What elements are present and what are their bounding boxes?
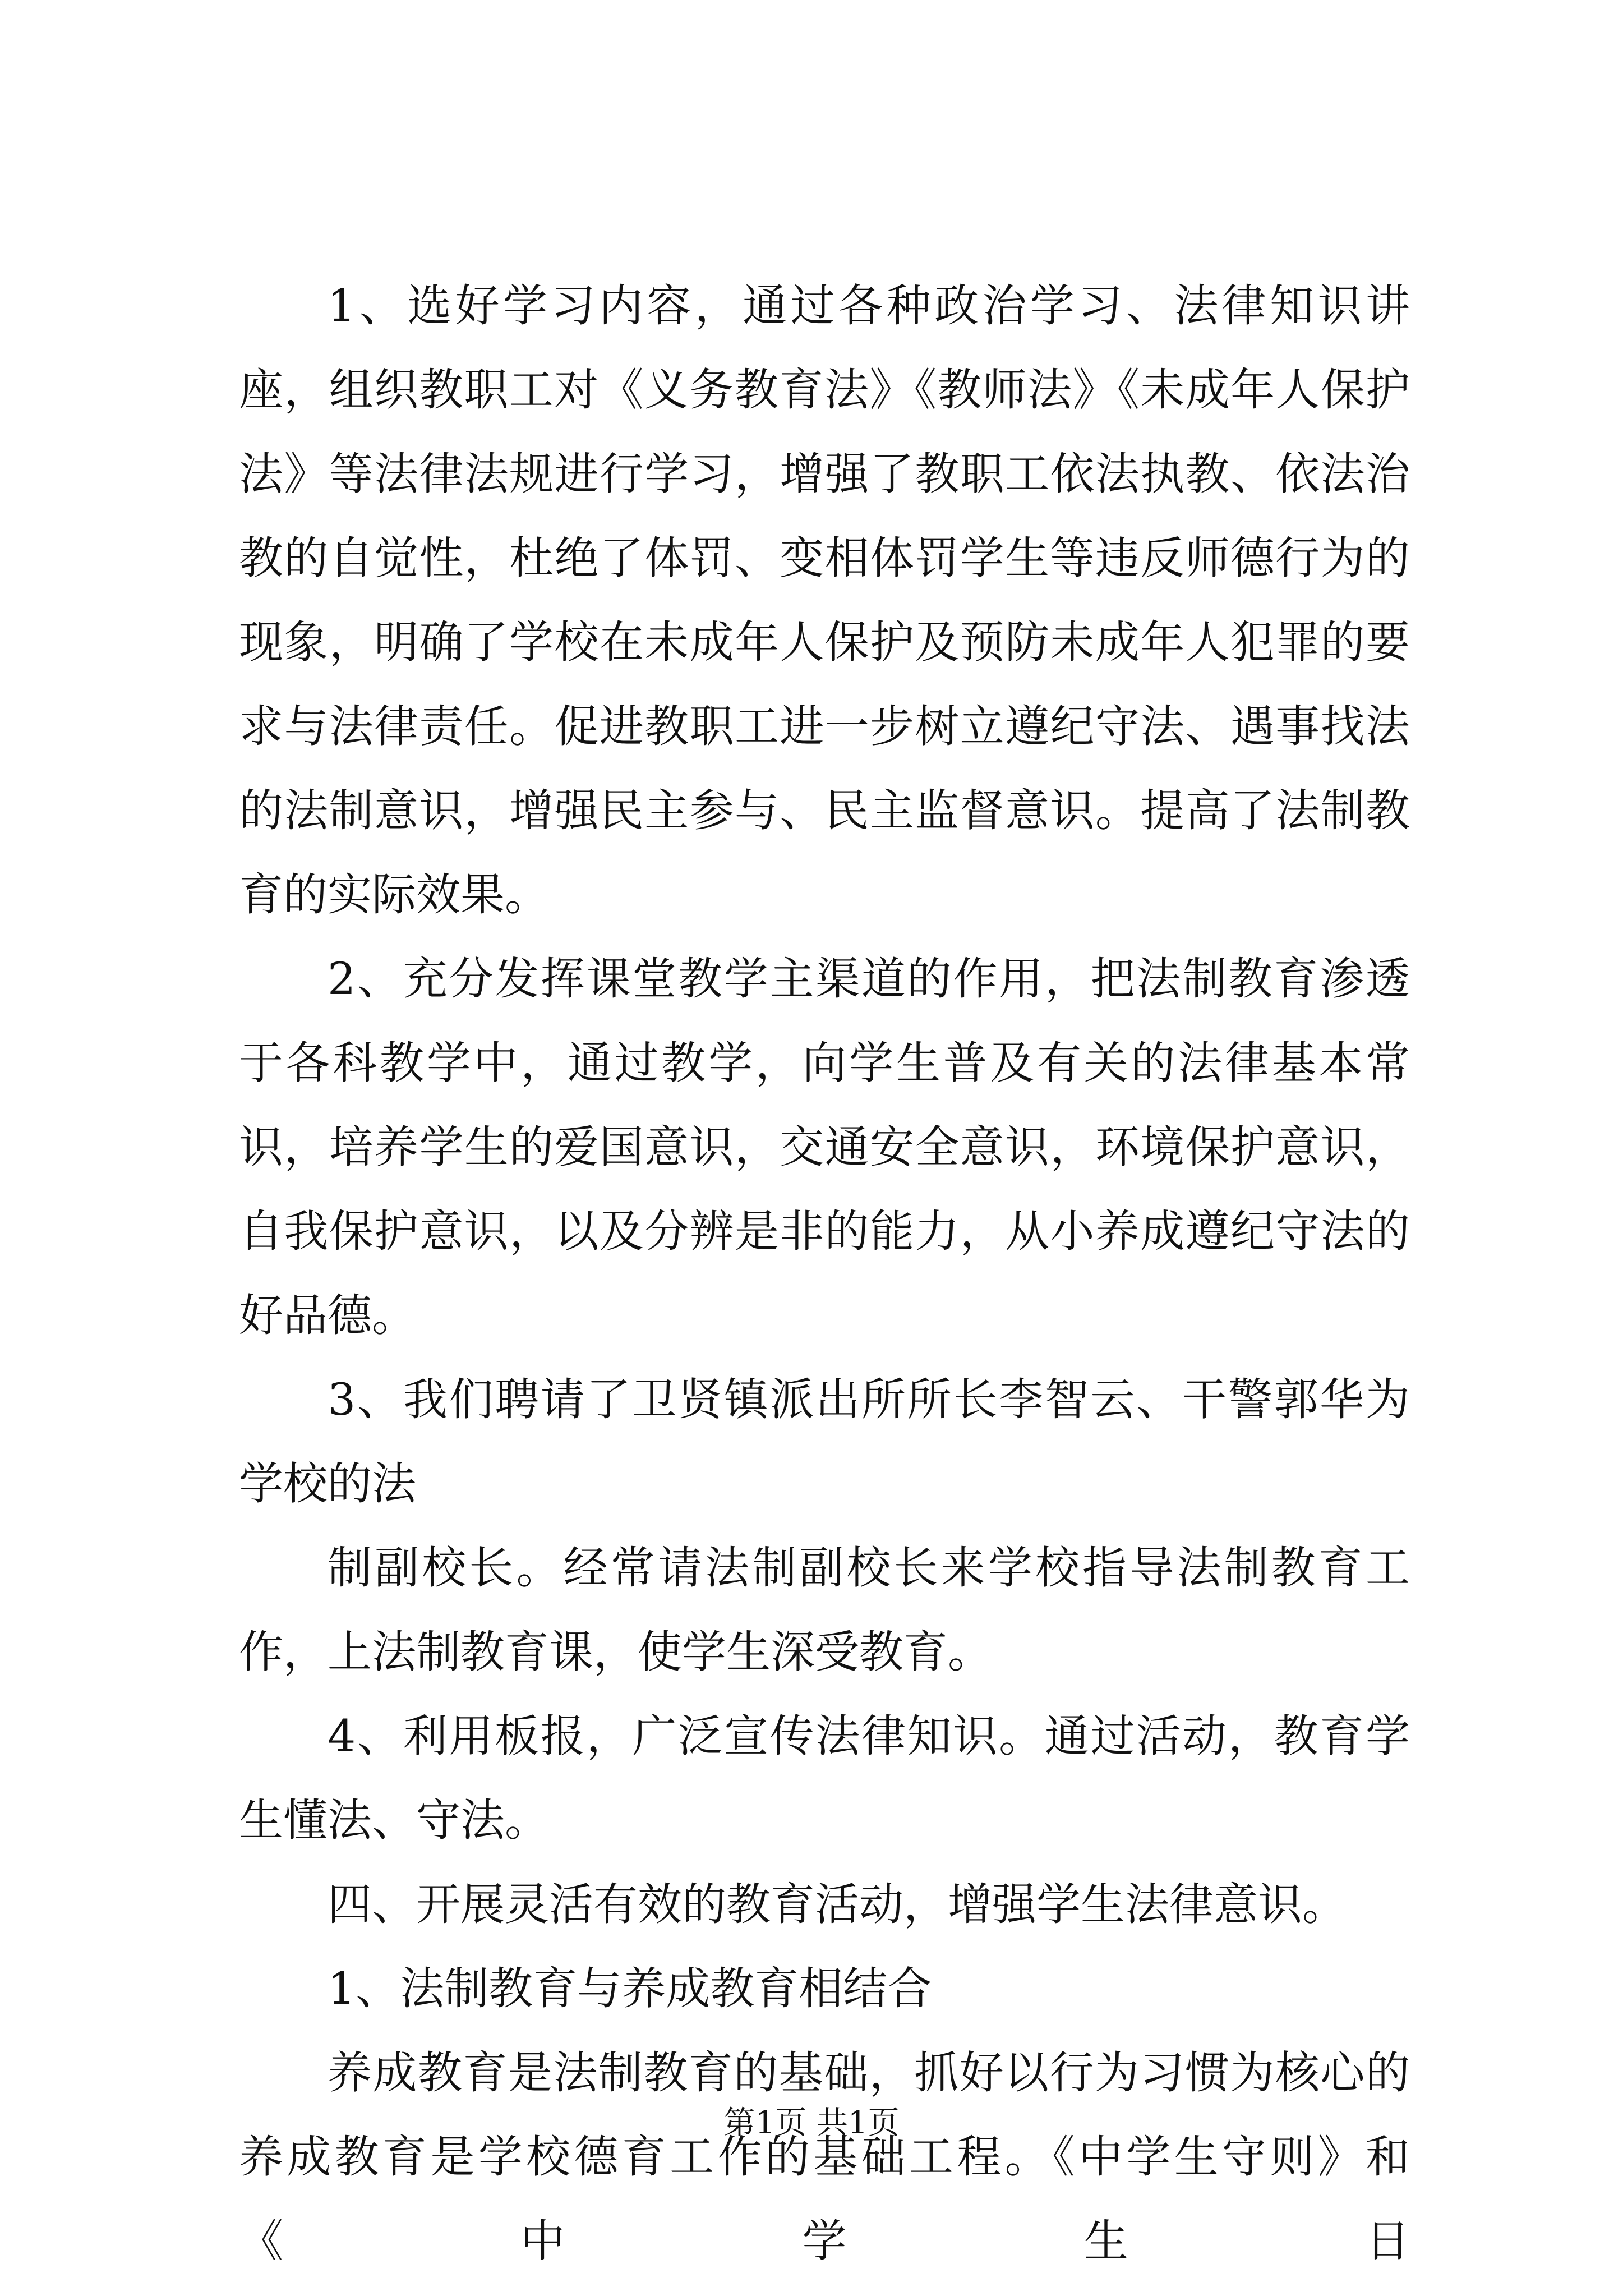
paragraph-1: 1、选好学习内容，通过各种政治学习、法律知识讲座，组织教职工对《义务教育法》《教师法》《未成年人保护法》等法律法规进行学习，增强了教职工依法执教、依法治教的自觉性，杜绝了体罚、变相体罚学生等违反师德行为的现象，明确了学校在未成年人保护及预防未成年人犯罪的要求与法律责任。促进教职工进一步树立遵纪守法、遇事找法的法制意识，增强民主参与、民主监督意识。提高了法制教育的实际效果。 <box>239 280 1410 921</box>
paragraph-4: 制副校长。经常请法制副校长来学校指导法制教育工作，上法制教育课，使学生深受教育。 <box>239 1542 1410 1678</box>
document-body <box>239 264 1410 2283</box>
paragraph-6: 养成教育是法制教育的基础，抓好以行为习惯为核心的养成教育是学校德育工作的基础工程。《中学生守则》和《中学生日 <box>239 2047 1410 2267</box>
paragraph-3: 3、我们聘请了卫贤镇派出所所长李智云、干警郭华为学校的法 <box>239 1374 1410 1510</box>
section-heading: 四、开展灵活有效的教育活动，增强学生法律意识。 <box>328 1879 1347 1930</box>
paragraph-5: 4、利用板报，广泛宣传法律知识。通过活动，教育学生懂法、守法。 <box>239 1710 1410 1846</box>
subsection-heading: 1、法制教育与养成教育相结合 <box>328 1963 932 2014</box>
paragraph-2: 2、充分发挥课堂教学主渠道的作用，把法制教育渗透于各科教学中，通过教学，向学生普及有关的法律基本常识，培养学生的爱国意识，交通安全意识，环境保护意识，自我保护意识，以及分辨是非的能力，从小养成遵纪守法的好品德。 <box>239 953 1410 1341</box>
page-footer: 第1页 共1页 <box>723 2105 900 2141</box>
